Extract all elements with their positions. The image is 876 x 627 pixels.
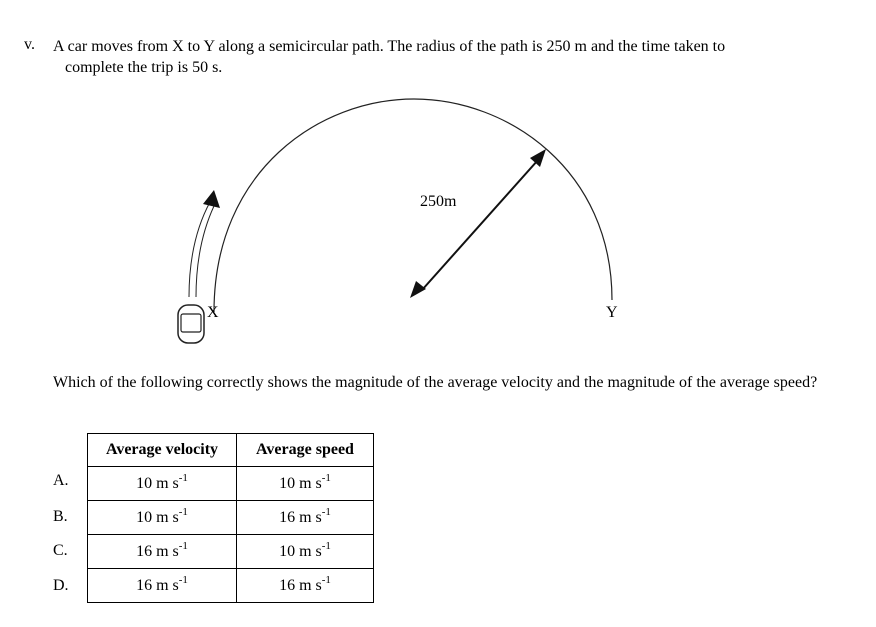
radius-arrow: [422, 160, 538, 290]
speed-cell: 16 m $s^{-1}$: [237, 569, 374, 603]
car-direction-arrow: [189, 202, 210, 297]
question-number: v.: [24, 36, 35, 53]
table-row: [88, 501, 374, 535]
semicircle-diagram: [0, 80, 876, 370]
velocity-cell: 16 m $s^{-1}$: [88, 535, 237, 569]
stem-line-2: complete the trip is 50 s.: [65, 59, 223, 76]
velocity-cell: 10 m $s^{-1}$: [88, 467, 237, 501]
option-letter-a: A.: [53, 472, 69, 489]
end-label-y: Y: [606, 304, 618, 321]
answer-table: [87, 433, 374, 603]
table-row: [88, 467, 374, 501]
table-row: [88, 569, 374, 603]
header-average-speed: Average speed: [237, 434, 374, 467]
semicircle-path: [214, 99, 612, 312]
question-ask: Which of the following correctly shows the magnitude of the average velocity and the magnitude of the average speed?: [53, 374, 818, 391]
question-stem: [53, 36, 853, 78]
speed-cell: 10 m $s^{-1}$: [237, 535, 374, 569]
option-letter-d: D.: [53, 577, 69, 594]
speed-cell: 10 m $s^{-1}$: [237, 467, 374, 501]
option-letter-c: C.: [53, 542, 68, 559]
radius-arrow-head-bottom-icon: [410, 281, 426, 298]
option-letter-b: B.: [53, 508, 68, 525]
radius-label: 250m: [420, 193, 457, 210]
car-arrow-head-icon: [203, 190, 220, 208]
stem-line-1: A car moves from X to Y along a semicircular path. The radius of the path is 250 m and the time taken to: [53, 38, 726, 55]
table-header-row: [88, 434, 374, 467]
velocity-cell: 16 m $s^{-1}$: [88, 569, 237, 603]
radius-arrow-head-top-icon: [530, 149, 546, 167]
start-label-x: X: [207, 304, 219, 321]
speed-cell: 16 m $s^{-1}$: [237, 501, 374, 535]
header-average-velocity: Average velocity: [88, 434, 237, 467]
car-icon: [178, 305, 204, 343]
table-row: [88, 535, 374, 569]
velocity-cell: 10 m $s^{-1}$: [88, 501, 237, 535]
